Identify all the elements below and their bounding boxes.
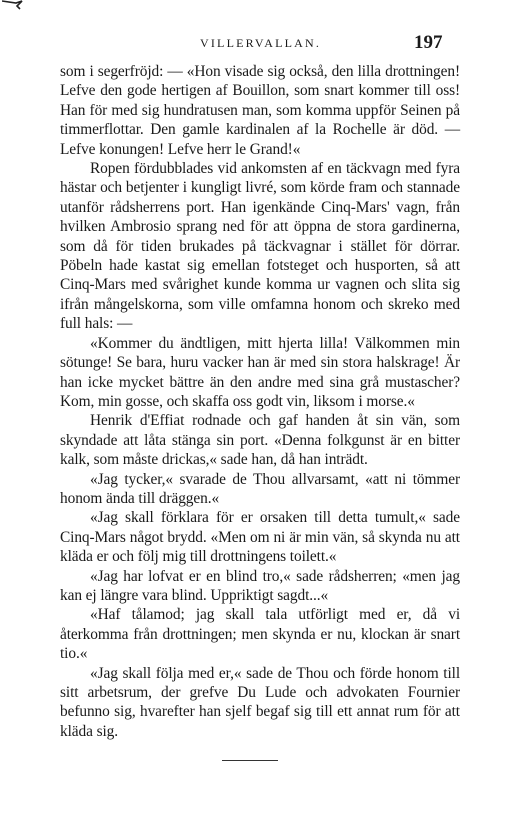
paragraph: «Haf tålamod; jag skall tala utförligt med er, då vi återkomma från drottningen; men skynda er nu, klockan är snart tio.«: [60, 606, 460, 663]
page-number: 197: [414, 32, 443, 53]
text-body: [60, 62, 460, 741]
page-corner-mark: [2, 0, 24, 10]
running-header: [0, 34, 520, 56]
paragraph: «Jag tycker,« svarade de Thou allvarsamt, «att ni tömmer honom ända till dräggen.«: [60, 470, 460, 507]
paragraph: som i segerfröjd: — «Hon visade sig också, den lilla drottningen! Lefve den gode hertigen af Bouillon, som snart kommer till oss! Han för med sig hundratusen man, som komma uppför Seinen på timmerflottar. Den gamle kardinalen af la Rochelle är död. — Lefve konungen! Lefve herr le Grand!«: [60, 63, 460, 158]
end-rule-divider: [222, 760, 278, 761]
paragraph: «Jag skall förklara för er orsaken till detta tumult,« sade Cinq-Mars något brydd. «Men om ni är min vän, så skynda nu att kläda er och följ mig till drottningens toilett.«: [60, 509, 460, 566]
paragraph: Henrik d'Effiat rodnade och gaf handen åt sin vän, som skyndade att låta stänga sin port. «Denna folkgunst är en bitter kalk, som måste drickas,« sade han, då han inträdt.: [60, 412, 460, 469]
paragraph: «Jag har lofvat er en blind tro,« sade rådsherren; «men jag kan ej längre vara blind. Uppriktigt sagdt...«: [60, 567, 460, 604]
paragraph: «Jag skall följa med er,« sade de Thou och förde honom till sitt arbetsrum, der grefve Du Lude och advokaten Fournier befunno sig, hvarefter han sjelf begaf sig till ett annat rum för att kläda sig.: [60, 664, 460, 740]
running-title: VILLERVALLAN.: [200, 36, 322, 50]
paragraph: «Kommer du ändtligen, mitt hjerta lilla! Välkommen min sötunge! Se bara, huru vacker han är med sin stora halskrage! Är han icke mycket bättre än den andre med sina grå mustascher? Kom, min gosse, och skaffa oss godt vin, liksom i morse.«: [60, 334, 460, 410]
paragraph: Ropen fördubblades vid ankomsten af en täckvagn med fyra hästar och betjenter i kungligt livré, som körde fram och stannade utanför rådsherrens port. Han igenkände Cinq-Mars' vagn, från hvilken Ambrosio sprang ned för att öppna de stora gardinerna, som då för tiden brukades på täckvagnar i stället för dörrar. Pöbeln hade kastat sig emellan fotsteget och husporten, så att Cinq-Mars med svårighet kunde komma ur vagnen och slita sig ifrån mångelskorna, som ville omfamna honom och skreko med full hals: —: [60, 160, 460, 333]
